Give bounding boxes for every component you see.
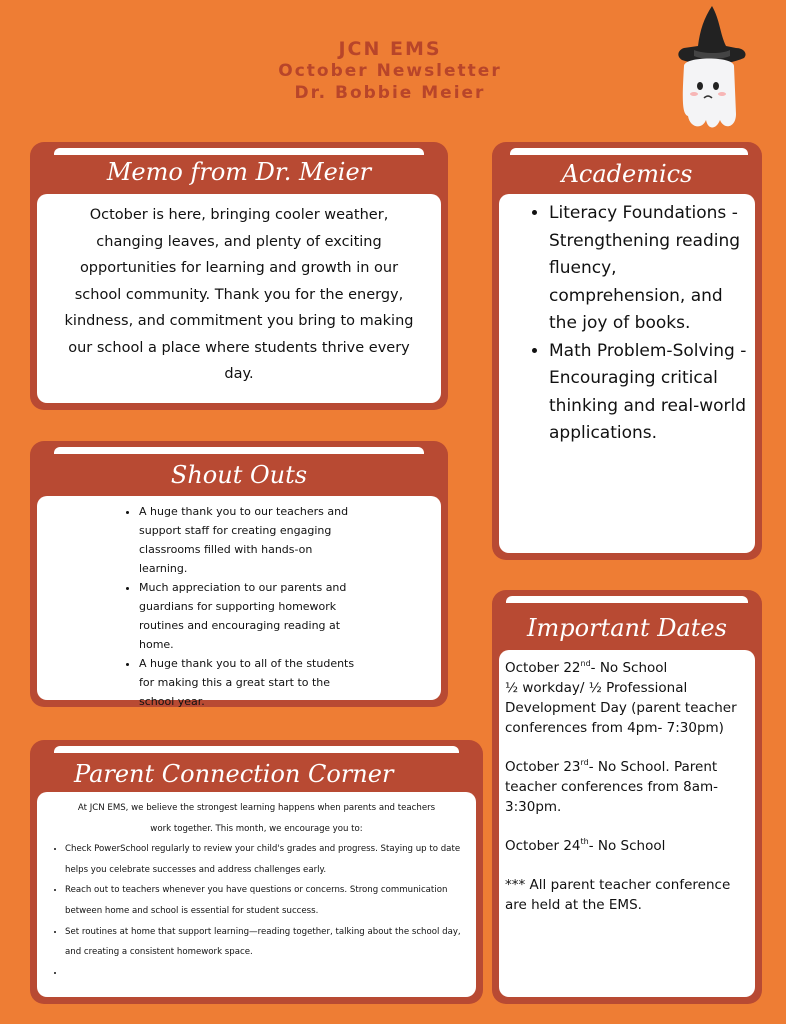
date-ordinal: th: [580, 837, 589, 846]
shout-outs-title: Shout Outs: [170, 461, 308, 489]
card-top-strip: [54, 746, 459, 753]
card-top-strip: [510, 148, 748, 155]
memo-title: Memo from Dr. Meier: [106, 158, 372, 186]
parent-connection-body: [37, 792, 476, 997]
list-item: • Math Problem-Solving - Encouraging critical thinking and real-world applications.: [549, 338, 749, 448]
newsletter-title: October Newsletter: [278, 61, 502, 81]
memo-body: [37, 194, 441, 403]
parent-connection-intro: At JCN EMS, we believe the strongest learning happens when parents and teachers work together. This month, we encourage you to:: [77, 803, 436, 834]
list-item: [65, 963, 466, 984]
date-text: - No School: [590, 660, 668, 676]
memo-text: October is here, bringing cooler weather, changing leaves, and plenty of exciting opportunities for learning and growth in our school community. Thank you for the energy, kindness, and commitment you bring to making our school a place where students thrive every day.: [64, 207, 414, 382]
important-dates-card: [492, 590, 762, 1004]
list-item: • Much appreciation to our parents and guardians for supporting homework routines and encouraging reading at home.: [139, 578, 361, 654]
date-ordinal: nd: [580, 659, 591, 668]
list-item: • Check PowerSchool regularly to review your child's grades and progress. Staying up to date helps you celebrate successes and address challenges early.: [65, 839, 466, 880]
date-text: - No School: [588, 838, 666, 854]
parent-connection-card: [30, 740, 483, 1004]
list-item: • Reach out to teachers whenever you have questions or concerns. Strong communication between home and school is essential for student success.: [65, 880, 466, 921]
list-item: • A huge thank you to all of the students for making this a great start to the school year.: [139, 654, 361, 711]
academics-card: [492, 142, 762, 560]
shout-outs-list: [121, 502, 361, 711]
date-label: October 24: [505, 838, 581, 854]
date-text: - No School. Parent teacher conferences from 8am-3:30pm.: [505, 759, 719, 815]
card-top-strip: [506, 596, 748, 603]
date-ordinal: rd: [580, 758, 589, 767]
card-top-strip: [54, 447, 424, 454]
important-dates-body: [499, 650, 755, 997]
school-name: JCN EMS: [338, 38, 442, 60]
academics-list: [505, 200, 749, 448]
list-item: • Literacy Foundations - Strengthening reading fluency, comprehension, and the joy of books.: [549, 200, 749, 338]
memo-card: [30, 142, 448, 410]
date-entry: [505, 658, 749, 738]
author-name: Dr. Bobbie Meier: [294, 83, 486, 103]
date-detail: ½ workday/ ½ Professional Development Day (parent teacher conferences from 4pm- 7:30pm): [505, 680, 737, 736]
date-label: October 22: [505, 660, 581, 676]
date-entry: [505, 757, 749, 817]
list-item: • A huge thank you to our teachers and support staff for creating engaging classrooms filled with hands-on learning.: [139, 502, 361, 578]
parent-connection-title: Parent Connection Corner: [74, 760, 394, 788]
date-entry: [505, 836, 749, 856]
academics-title: Academics: [561, 160, 693, 188]
shout-outs-card: [30, 441, 448, 707]
conference-note: *** All parent teacher conference are held at the EMS.: [505, 877, 731, 913]
shout-outs-body: [37, 496, 441, 708]
important-dates-title: Important Dates: [527, 614, 727, 642]
academics-body: [499, 194, 755, 553]
ghost-witch-hat-icon: [664, 4, 748, 134]
date-label: October 23: [505, 759, 581, 775]
newsletter-header: [230, 38, 550, 104]
card-top-strip: [54, 148, 424, 155]
parent-connection-list: [47, 839, 466, 983]
list-item: • Set routines at home that support learning—reading together, talking about the school day, and creating a consistent homework space.: [65, 922, 466, 963]
